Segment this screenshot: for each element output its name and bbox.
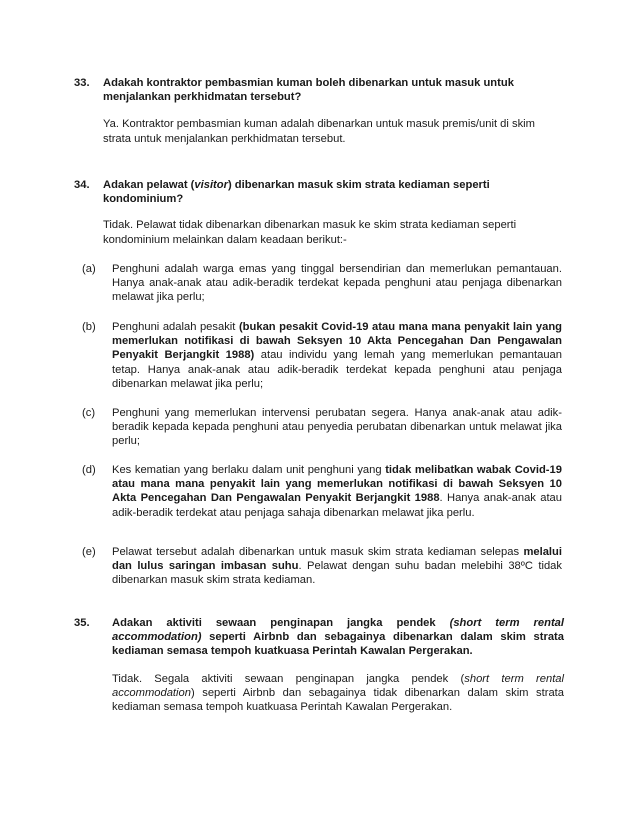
question-title: Adakan aktiviti sewaan penginapan jangka pendek (short term rental accommodation) seperti Airbnb dan sebagainya dibenarkan dalam skim strata kediaman semasa tempoh kuatkuasa Perintah Kawalan Pergerakan. bbox=[112, 617, 564, 658]
list-item-label: (e) bbox=[82, 546, 96, 558]
question-title: Adakah kontraktor pembasmian kuman boleh dibenarkan untuk masuk untuk menjalankan perkhidmatan tersebut? bbox=[103, 77, 514, 104]
list-item-text: Kes kematian yang berlaku dalam unit penghuni yang tidak melibatkan wabak Covid-19 atau mana mana penyakit lain yang memerlukan notifikasi di bawah Seksyen 10 Akta Pencegahan Dan Pengawalan Penyakit Berjangkit 1988. Hanya anak-anak atau adik-beradik terdekat atau penjaga sahaja dibenarkan melawat jika perlu. bbox=[112, 464, 562, 519]
question-35 bbox=[74, 616, 564, 714]
short-term-rental-term: (short term rental accommodation) bbox=[112, 617, 564, 644]
list-item-label: (a) bbox=[82, 263, 96, 275]
question-number: 35. bbox=[74, 617, 90, 629]
question-answer: Tidak. Segala aktiviti sewaan penginapan jangka pendek (short term rental accommodation) seperti Airbnb dan sebagainya tidak dibenarkan dalam skim strata kediaman semasa tempoh kuatkuasa Perintah Kawalan Pergerakan. bbox=[112, 672, 565, 714]
list-item-label: (b) bbox=[82, 321, 96, 333]
list-item-label: (d) bbox=[82, 464, 96, 476]
list-item-text: Penghuni adalah warga emas yang tinggal bersendirian dan memerlukan pemantauan. Hanya anak-anak atau adik-beradik terdekat kepada penghuni atau penjaga dibenarkan melawat jika perlu; bbox=[112, 263, 562, 304]
question-33 bbox=[74, 76, 564, 146]
list-item-label: (c) bbox=[82, 407, 96, 419]
list-item-text: Pelawat tersebut adalah dibenarkan untuk masuk skim strata kediaman selepas melalui dan lulus saringan imbasan suhu. Pelawat dengan suhu badan melebihi 38ºC tidak dibenarkan masuk skim strata kediaman. bbox=[112, 546, 562, 587]
question-answer: Ya. Kontraktor pembasmian kuman adalah dibenarkan untuk masuk premis/unit di skim strata untuk menjalankan perkhidmatan tersebut. bbox=[103, 118, 535, 145]
list-item-text: Penghuni adalah pesakit (bukan pesakit Covid-19 atau mana mana penyakit lain yang memerlukan notifikasi di bawah Seksyen 10 Akta Pencegahan Dan Pengawalan Penyakit Berjangkit 1988) atau individu yang lemah yang memerlukan pemantauan tetap. Hanya anak-anak atau adik-beradik terdekat kepada penghuni atau penjaga dibenarkan melawat jika perlu; bbox=[112, 321, 563, 390]
list-item bbox=[82, 320, 562, 391]
list-item bbox=[82, 463, 562, 520]
question-title: Adakan pelawat (visitor) dibenarkan masuk skim strata kediaman seperti kondominium? bbox=[103, 179, 490, 206]
question-number: 33. bbox=[74, 77, 90, 89]
visitor-term: visitor bbox=[194, 179, 228, 191]
list-item bbox=[82, 406, 562, 449]
question-answer: Tidak. Pelawat tidak dibenarkan dibenarkan masuk ke skim strata kediaman seperti kondominium melainkan dalam keadaan berikut:- bbox=[103, 219, 517, 246]
question-34 bbox=[74, 178, 564, 247]
list-item bbox=[82, 262, 562, 305]
list-item-text: Penghuni yang memerlukan intervensi perubatan segera. Hanya anak-anak atau adik-beradik kepada kepada penghuni atau penyedia perubatan dibenarkan untuk melawat jika perlu; bbox=[112, 407, 562, 448]
question-number: 34. bbox=[74, 179, 90, 191]
list-item bbox=[82, 545, 562, 588]
